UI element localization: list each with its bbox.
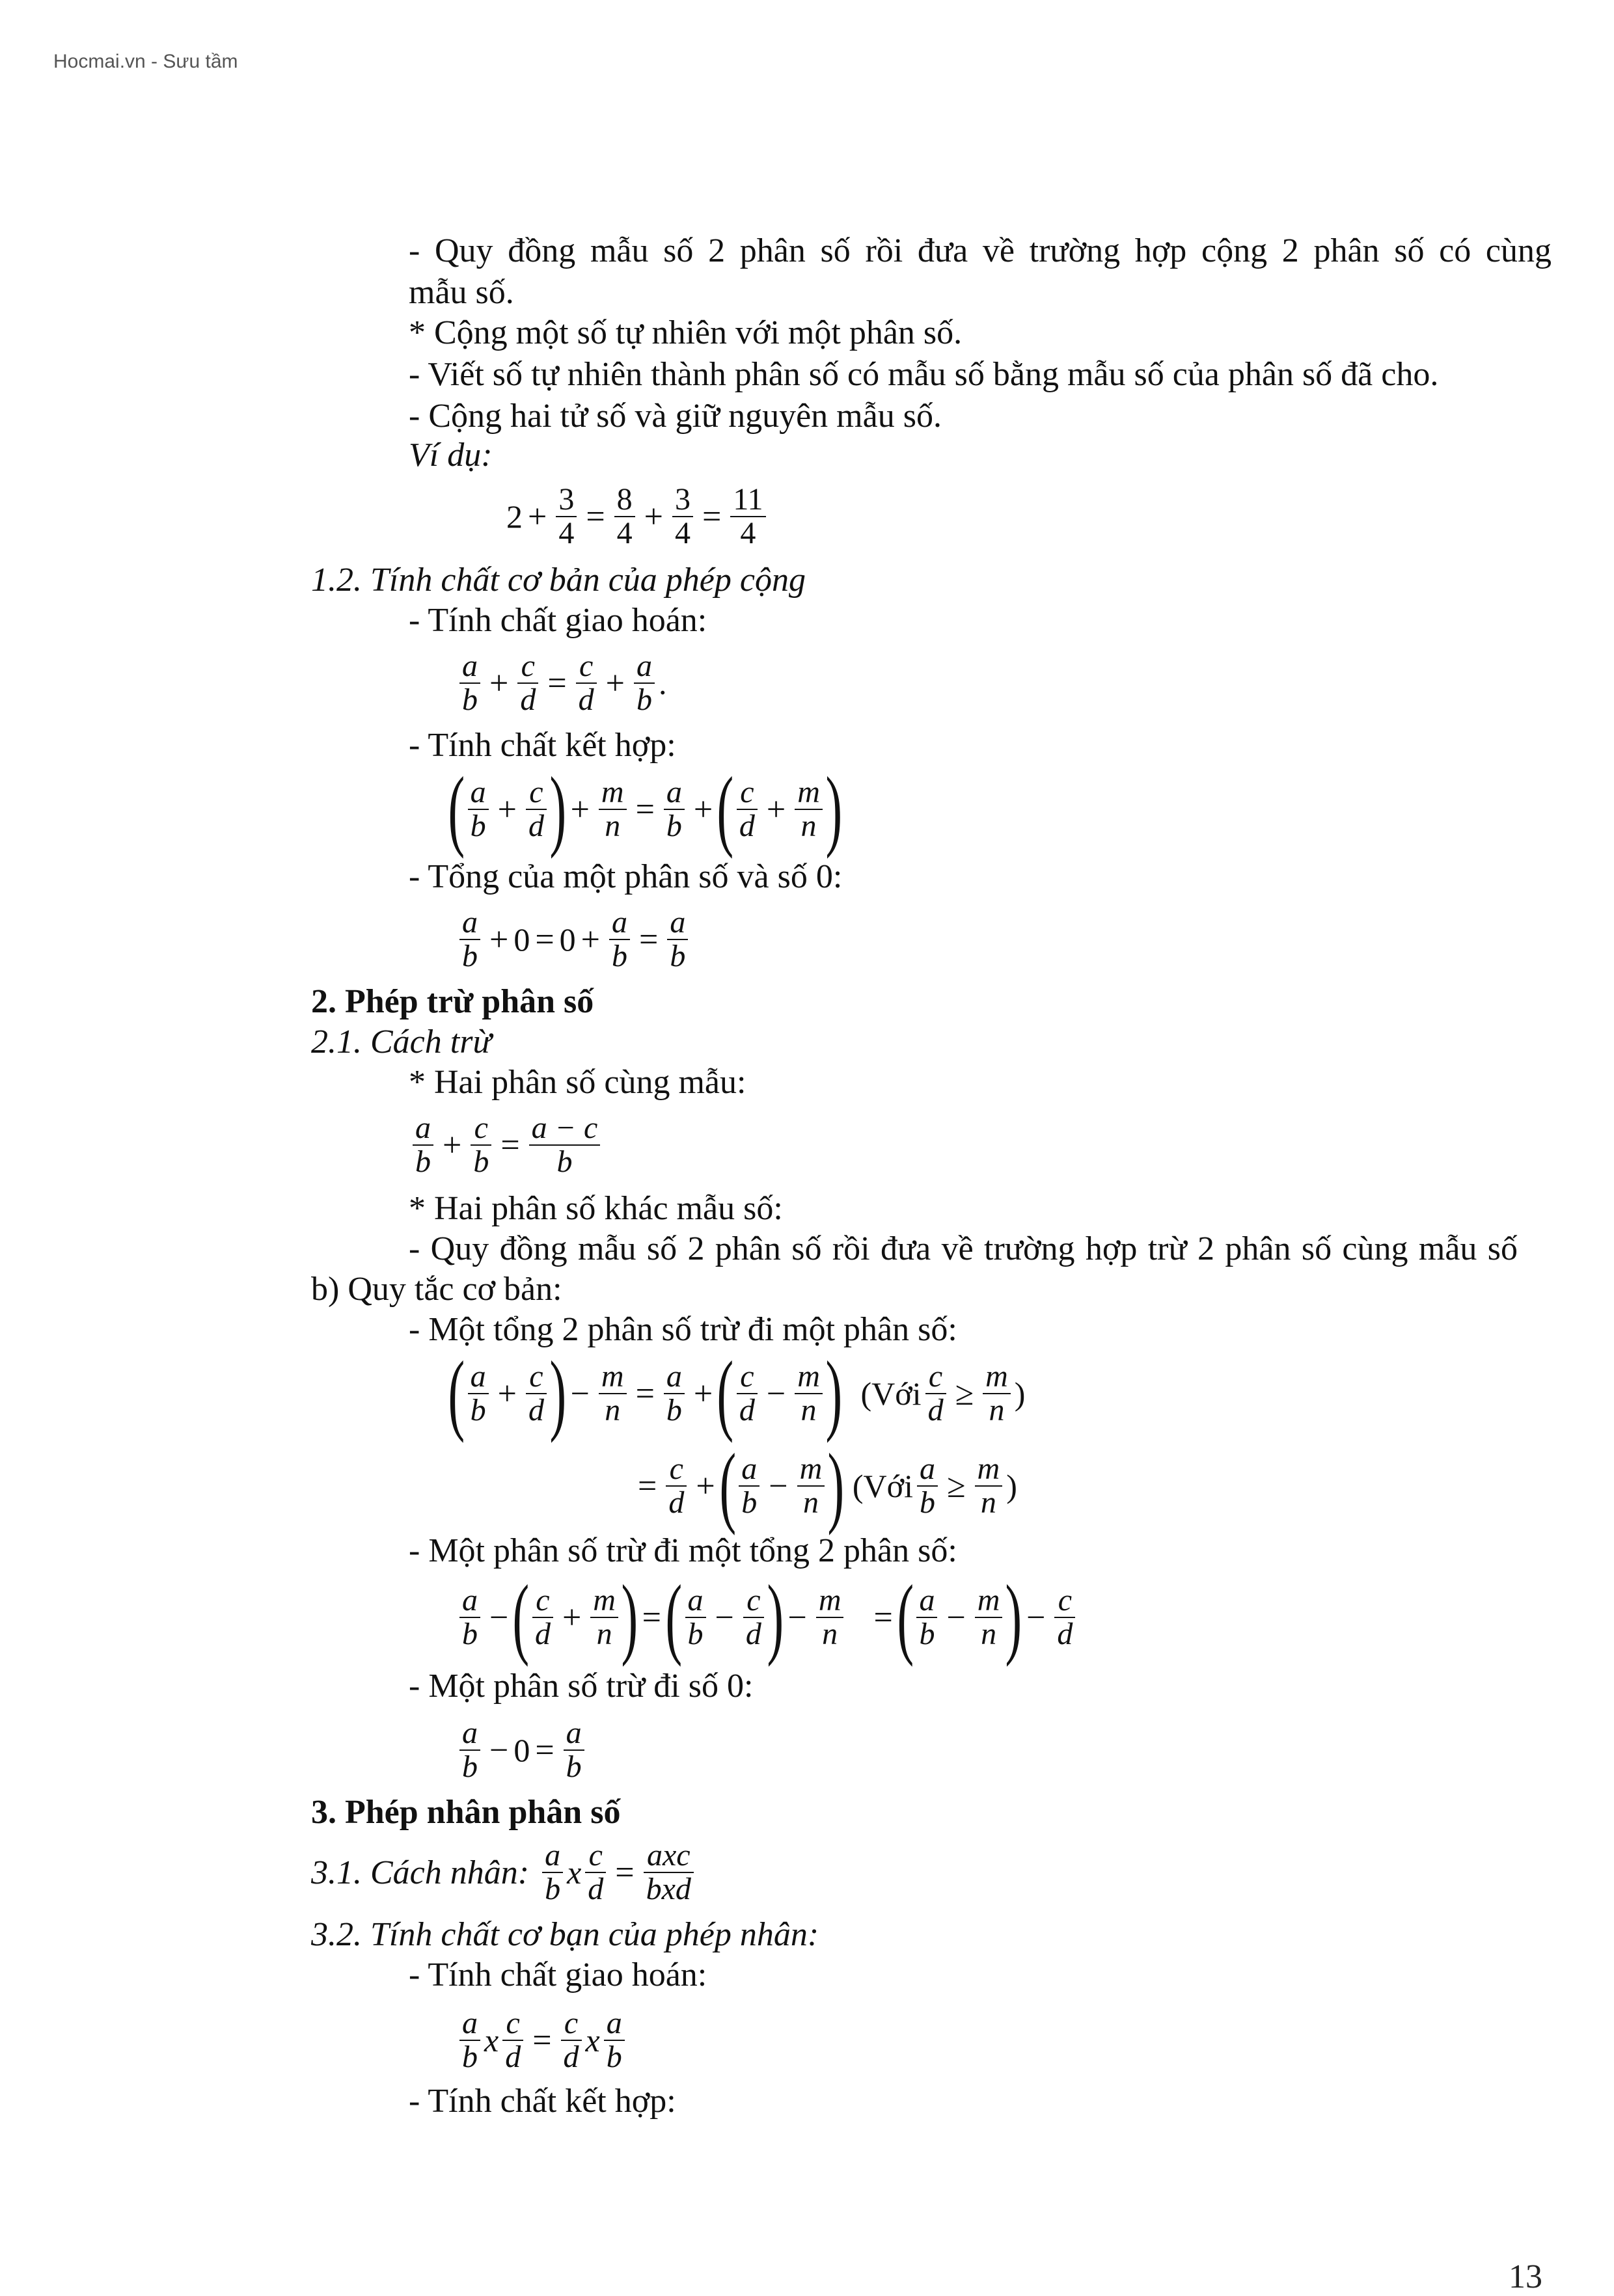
example-formula: 2 + 3 4 = 8 4 + 3 4 = 11 4 xyxy=(506,487,770,547)
section-heading: 2.1. Cách trừ xyxy=(311,1023,491,1060)
formula-multiply-commutative: a b x c d = c d x a b xyxy=(456,2010,629,2070)
formula-associative: ( a b + c d ) + m n = a b + ( c d + m n ) xyxy=(448,759,842,859)
text-line: - Quy đồng mẫu số 2 phân số rồi đưa về trường hợp trừ 2 phân số cùng mẫu số xyxy=(409,1230,1518,1267)
fraction: 11 4 xyxy=(730,483,765,550)
text-line: * Cộng một số tự nhiên với một phân số. xyxy=(409,314,963,351)
page-header: Hocmai.vn - Sưu tầm xyxy=(53,51,238,72)
formula-sum-minus-alt: = c d + ( a b − m n ) (Với a b ≥ m n ) xyxy=(638,1435,1017,1536)
section-heading: 3.2. Tính chất cơ bạn của phép nhân: xyxy=(311,1916,819,1953)
formula-same-denominator: a b + c b = a − c b xyxy=(409,1115,604,1175)
section-heading: 1.2. Tính chất cơ bản của phép cộng xyxy=(311,561,806,599)
fraction: 3 4 xyxy=(556,483,577,550)
text-line: - Tổng của một phân số và số 0: xyxy=(409,858,843,895)
text-line: * Hai phân số cùng mẫu: xyxy=(409,1064,746,1101)
formula-minus-sum: a b − ( c d + m n ) = ( a b − c d ) − m n = ( a b − m n ) − c d xyxy=(456,1587,1079,1647)
formula-sum-minus: ( a b + c d ) − m n = a b + ( c d − m n ) (Với c d ≥ m n ) xyxy=(448,1343,1026,1444)
fraction: 8 4 xyxy=(614,483,635,550)
text-line: - Tính chất kết hợp: xyxy=(409,727,676,764)
text-line: - Quy đồng mẫu số 2 phân số rồi đưa về trường hợp cộng 2 phân số có cùng xyxy=(409,232,1552,269)
example-label: Ví dụ: xyxy=(409,437,493,474)
text-line: * Hai phân số khác mẫu số: xyxy=(409,1190,783,1227)
page-number: 13 xyxy=(1509,2258,1542,2295)
text-line: - Tính chất giao hoán: xyxy=(409,602,707,639)
text-line: - Viết số tự nhiên thành phân số có mẫu số bằng mẫu số của phân số đã cho. xyxy=(409,356,1439,393)
section-heading: 2. Phép trừ phân số xyxy=(311,983,594,1020)
text-line: - Một tổng 2 phân số trừ đi một phân số: xyxy=(409,1311,957,1348)
formula-minus-zero: a b − 0 = a b xyxy=(456,1720,588,1780)
text-line: - Một phân số trừ đi số 0: xyxy=(409,1668,754,1705)
text-line: - Một phân số trừ đi một tổng 2 phân số: xyxy=(409,1532,957,1569)
section-heading: 3. Phép nhân phân số xyxy=(311,1794,621,1831)
text-line: mẫu số. xyxy=(409,274,514,311)
formula-zero: a b + 0 = 0 + a b = a b xyxy=(456,910,692,969)
formula-multiply: 3.1. Cách nhân: a b x c d = axc bxd xyxy=(311,1843,698,1902)
text-line: - Tính chất giao hoán: xyxy=(409,1956,707,1993)
text-line: - Tính chất kết hợp: xyxy=(409,2083,676,2120)
formula-commutative: a b + c d = c d + a b . xyxy=(456,653,666,713)
text-line: - Cộng hai tử số và giữ nguyên mẫu số. xyxy=(409,398,942,435)
math-term: 2 xyxy=(506,498,523,535)
fraction: 3 4 xyxy=(672,483,693,550)
text-line: b) Quy tắc cơ bản: xyxy=(311,1271,562,1308)
